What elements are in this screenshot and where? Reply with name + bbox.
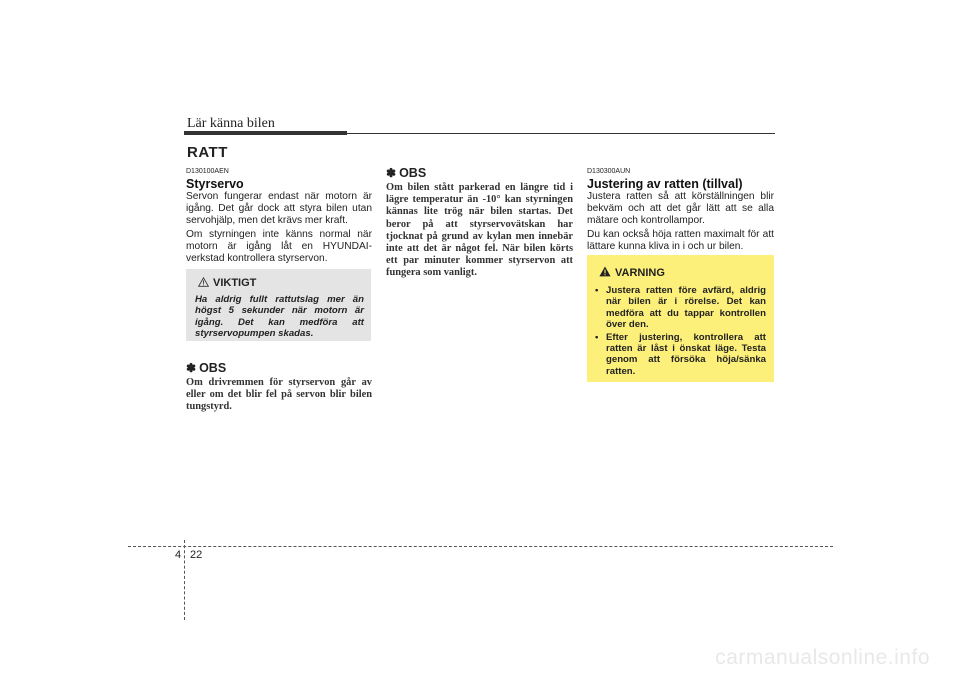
star-icon: ✽ <box>386 166 397 180</box>
obs-text: Om bilen stått parkerad en längre tid i lägre temperatur än -10° kan styrningen kännas lite trög när bilen startas. Det beror på att styrservovätskan har tjocknat på grund av kylan men innebär inte att det är något fel. När bilen körts ett par minuter kommer styrservon att fungera som vanligt. <box>386 182 573 279</box>
star-icon: ✽ <box>186 361 197 375</box>
obs-heading <box>186 361 372 375</box>
obs-text: Om drivremmen för styrservon går av eller om det blir fel på servon blir bilen tungstyrd. <box>186 377 372 413</box>
page-number: 22 <box>190 549 203 561</box>
subsection-heading: Styrservo <box>186 177 244 191</box>
header-rule-thick <box>184 131 347 135</box>
bullet: • <box>595 285 599 296</box>
header-rule-thin <box>347 133 775 134</box>
section-code: D130100AEN <box>186 168 229 175</box>
warning-item-text: Justera ratten före avfärd, aldrig när bilen är i rörelse. Det kan medföra att du tappar kontrollen över den. <box>606 285 766 331</box>
subsection-heading: Justering av ratten (tillval) <box>587 177 743 191</box>
caution-label: VIKTIGT <box>213 277 257 289</box>
caution-box <box>186 269 371 341</box>
paragraph: Om styrningen inte känns normal när motorn är igång låt en HYUNDAI-verkstad kontrollera styrservon. <box>186 229 372 264</box>
footer-dashed-rule <box>128 546 833 547</box>
obs-label: OBS <box>399 166 427 180</box>
bullet: • <box>595 331 599 343</box>
warning-item-text: Efter justering, kontrollera att ratten är låst i önskat läge. Testa genom att försöka höja/sänka ratten. <box>606 331 766 377</box>
warning-label: VARNING <box>615 267 665 279</box>
chapter-title: Lär känna bilen <box>187 116 275 131</box>
warning-list-item <box>593 332 766 378</box>
paragraph: Justera ratten så att körställningen blir bekväm och att det går lätt att se alla mätare och kontrollampor. <box>587 191 774 226</box>
watermark: carmanualsonline.info <box>715 646 930 669</box>
column-1 <box>186 168 372 265</box>
page-chapter-number: 4 <box>175 549 182 561</box>
caution-header <box>198 274 364 292</box>
column-3 <box>587 168 774 253</box>
warning-list-item <box>593 285 766 331</box>
warning-triangle-filled-icon <box>599 264 611 282</box>
warning-box <box>587 255 774 382</box>
obs-note-2 <box>386 166 573 280</box>
warning-triangle-outline-icon <box>198 274 209 292</box>
paragraph: Du kan också höja ratten maximalt för att lättare kunna kliva in i och ur bilen. <box>587 229 774 252</box>
obs-heading <box>386 166 573 180</box>
section-code: D130300AUN <box>587 168 631 175</box>
warning-header <box>599 264 766 282</box>
paragraph: Servon fungerar endast när motorn är igång. Det går dock att styra bilen utan servohjälp, men det krävs mer kraft. <box>186 191 372 226</box>
footer-vertical-rule <box>184 540 185 620</box>
obs-note-1 <box>186 361 372 414</box>
caution-text: Ha aldrig fullt rattutslag mer än högst 5 sekunder när motorn är igång. Det kan medföra att styrservopumpen skadas. <box>195 294 364 340</box>
obs-label: OBS <box>199 361 227 375</box>
warning-list <box>593 285 766 377</box>
section-title: RATT <box>187 144 228 161</box>
